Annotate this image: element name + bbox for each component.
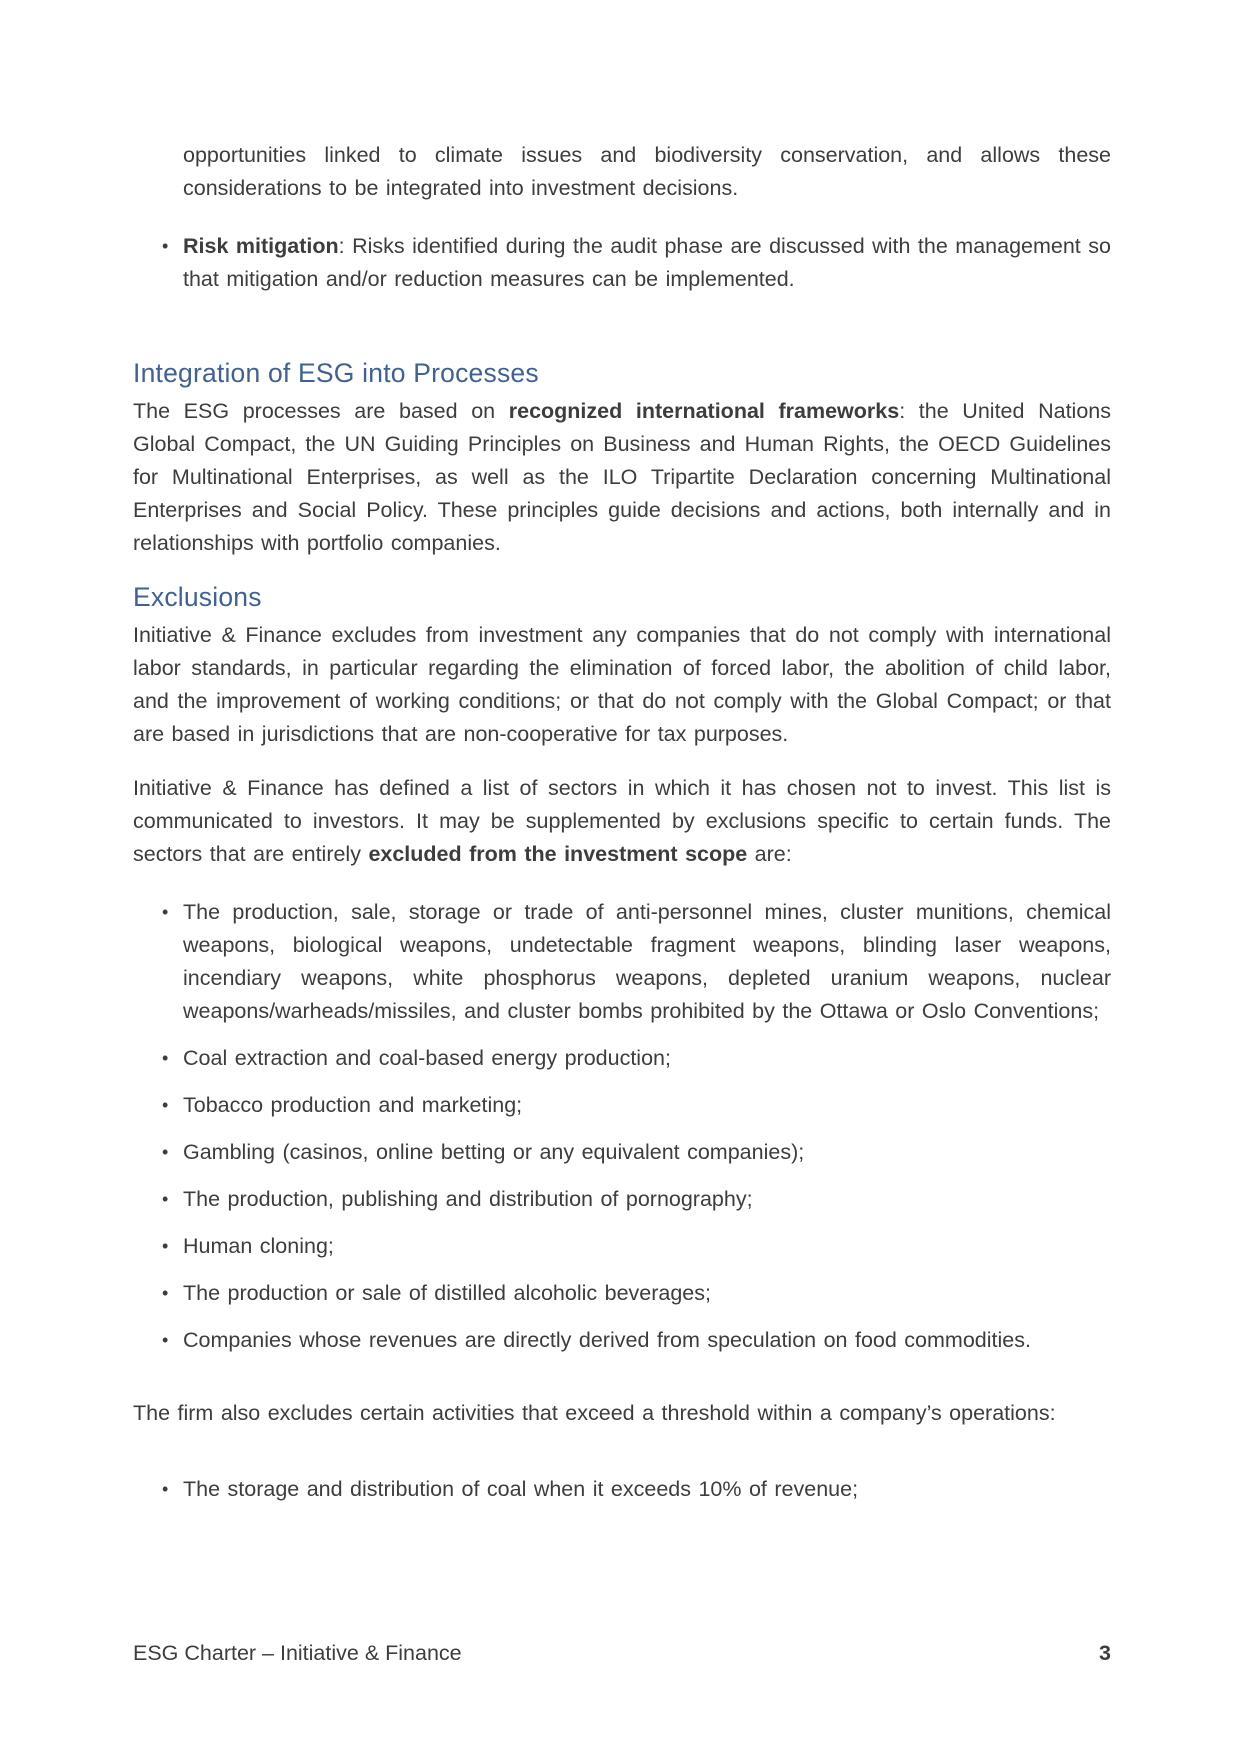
bullet-item-risk-mitigation bbox=[133, 230, 1111, 296]
paragraph-esg-processes bbox=[133, 395, 1111, 560]
bullet-icon: • bbox=[162, 902, 169, 922]
paragraph-sector-list-intro bbox=[133, 772, 1111, 871]
list-item-coal-storage bbox=[133, 1473, 1111, 1506]
list-item-text: The production, sale, storage or trade of anti-personnel mines, cluster munitions, chemical weapons, biological weapons, undetectable fragment weapons, blinding laser weapons, incendiary weapons, white phosphorus weapons, depleted uranium weapons, nuclear weapons/warheads/missiles, and cluster bombs prohibited by the Ottawa or Oslo Conventions; bbox=[183, 900, 1111, 1023]
list-item-pornography bbox=[133, 1183, 1111, 1216]
paragraph-threshold-intro: The firm also excludes certain activities that exceed a threshold within a company’s operations: bbox=[133, 1401, 1056, 1425]
list-item-text: Gambling (casinos, online betting or any equivalent companies); bbox=[183, 1140, 805, 1164]
sector-intro-run-b: excluded from the investment scope bbox=[368, 842, 748, 866]
list-item-coal bbox=[133, 1042, 1111, 1075]
list-item-text: Coal extraction and coal-based energy production; bbox=[183, 1046, 671, 1070]
section-heading-exclusions: Exclusions bbox=[133, 582, 262, 612]
bullet-text bbox=[183, 230, 1111, 296]
bullet-icon: • bbox=[162, 236, 169, 256]
list-item-text: The production, publishing and distribution of pornography; bbox=[183, 1187, 753, 1211]
threshold-list bbox=[133, 1473, 1111, 1506]
bullet-icon: • bbox=[162, 1283, 169, 1303]
list-item-tobacco bbox=[133, 1089, 1111, 1122]
list-item-text: The storage and distribution of coal when it exceeds 10% of revenue; bbox=[183, 1477, 859, 1501]
list-item-text: Human cloning; bbox=[183, 1234, 334, 1258]
esg-processes-run-a: The ESG processes are based on bbox=[133, 399, 509, 423]
page-footer bbox=[133, 1637, 1111, 1670]
bullet-icon: • bbox=[162, 1142, 169, 1162]
section-heading-integration: Integration of ESG into Processes bbox=[133, 358, 539, 388]
list-item-gambling bbox=[133, 1136, 1111, 1169]
list-item-alcohol bbox=[133, 1277, 1111, 1310]
excluded-sectors-list bbox=[133, 896, 1111, 1357]
list-item-weapons bbox=[133, 896, 1111, 1028]
list-item-text: Companies whose revenues are directly derived from speculation on food commodities. bbox=[183, 1328, 1031, 1352]
list-item-text: Tobacco production and marketing; bbox=[183, 1093, 523, 1117]
paragraph-exclusion-policy: Initiative & Finance excludes from investment any companies that do not comply with international labor standards, in particular regarding the elimination of forced labor, the abolition of child labor, and the improvement of working conditions; or that do not comply with the Global Compact; or that are based in jurisdictions that are non-cooperative for tax purposes. bbox=[133, 623, 1111, 746]
bullet-icon: • bbox=[162, 1479, 169, 1499]
esg-processes-run-c: : the United Nations Global Compact, the UN Guiding Principles on Business and Human Rights, the OECD Guidelines for Multinational Enterprises, as well as the ILO Tripartite Declaration concerning Multinational Enterprises and Social Policy. These principles guide decisions and actions, both internally and in relationships with portfolio companies. bbox=[133, 399, 1111, 555]
list-item-food-speculation bbox=[133, 1324, 1111, 1357]
sector-intro-run-a: Initiative & Finance has defined a list of sectors in which it has chosen not to invest. This list is communicated to investors. It may be supplemented by exclusions specific to certain funds. The sectors that are entirely bbox=[133, 776, 1111, 866]
page-content bbox=[133, 0, 1111, 1506]
bullet-icon: • bbox=[162, 1330, 169, 1350]
bullet-icon: • bbox=[162, 1236, 169, 1256]
page-number: 3 bbox=[1099, 1641, 1111, 1665]
risk-mitigation-rest: : Risks identified during the audit phase are discussed with the management so that mitigation and/or reduction measures can be implemented. bbox=[183, 234, 1111, 291]
sector-intro-run-c: are: bbox=[747, 842, 792, 866]
footer-title: ESG Charter – Initiative & Finance bbox=[133, 1641, 462, 1665]
bullet-icon: • bbox=[162, 1048, 169, 1068]
paragraph-bullet-continuation: opportunities linked to climate issues and biodiversity conservation, and allows these considerations to be integrated into investment decisions. bbox=[183, 143, 1111, 200]
list-item-text: The production or sale of distilled alcoholic beverages; bbox=[183, 1281, 711, 1305]
list-item-human-cloning bbox=[133, 1230, 1111, 1263]
esg-processes-run-b: recognized international frameworks bbox=[508, 399, 900, 423]
risk-mitigation-lead: Risk mitigation bbox=[183, 234, 339, 258]
bullet-icon: • bbox=[162, 1189, 169, 1209]
bullet-icon: • bbox=[162, 1095, 169, 1115]
